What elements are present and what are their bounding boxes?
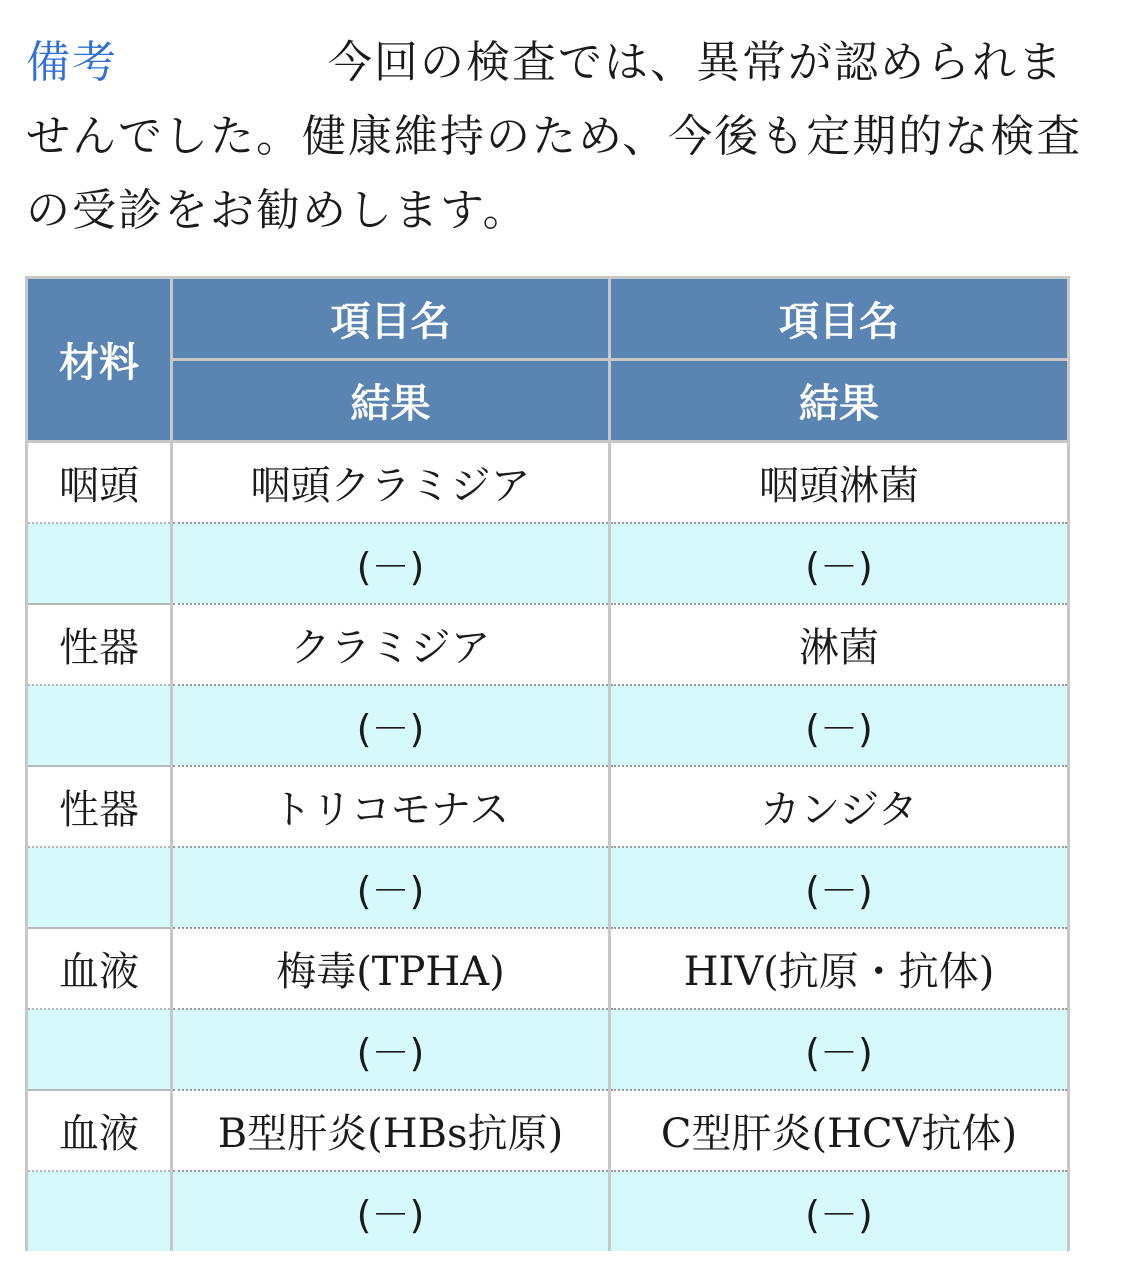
result-cell: (－) [610,523,1069,604]
result-cell: (－) [172,1009,610,1090]
material-cell-empty [27,685,172,766]
material-cell: 咽頭 [27,442,172,524]
table-row [27,928,1069,1009]
item-name-cell: カンジタ [610,766,1069,847]
material-cell-empty [27,523,172,604]
table-row [27,523,1069,604]
item-name-cell: B型肝炎(HBs抗原) [172,1090,610,1171]
header-item-name-1: 項目名 [172,278,610,360]
material-cell: 性器 [27,766,172,847]
table-row [27,685,1069,766]
table-row [27,1171,1069,1251]
item-name-cell: C型肝炎(HCV抗体) [610,1090,1069,1171]
item-name-cell: 淋菌 [610,604,1069,685]
result-cell: (－) [172,523,610,604]
material-cell-empty [27,1171,172,1251]
table-row [27,1090,1069,1171]
result-cell: (－) [610,685,1069,766]
header-result-2: 結果 [610,360,1069,442]
remarks-text: 今回の検査では、異常が認められませんでした。健康維持のため、今後も定期的な検査の受診をお勧めします。 [26,37,1083,236]
result-cell: (－) [610,1171,1069,1251]
table-header-row [27,360,1069,442]
item-name-cell: HIV(抗原・抗体) [610,928,1069,1009]
header-item-name-2: 項目名 [610,278,1069,360]
material-cell: 血液 [27,928,172,1009]
item-name-cell: 咽頭クラミジア [172,442,610,524]
remarks-section [26,26,1096,248]
table-row [27,847,1069,928]
material-cell: 血液 [27,1090,172,1171]
table-row [27,1009,1069,1090]
material-cell-empty [27,847,172,928]
result-cell: (－) [172,685,610,766]
result-cell: (－) [610,1009,1069,1090]
table-row [27,604,1069,685]
remarks-label: 備考 [26,37,118,88]
material-cell: 性器 [27,604,172,685]
item-name-cell: 梅毒(TPHA) [172,928,610,1009]
result-cell: (－) [610,847,1069,928]
item-name-cell: クラミジア [172,604,610,685]
result-cell: (－) [172,1171,610,1251]
material-cell-empty [27,1009,172,1090]
header-result-1: 結果 [172,360,610,442]
table-row [27,442,1069,524]
table-header-row [27,278,1069,360]
header-material: 材料 [27,278,172,442]
item-name-cell: 咽頭淋菌 [610,442,1069,524]
item-name-cell: トリコモナス [172,766,610,847]
table-row [27,766,1069,847]
results-table [25,276,1070,1251]
result-cell: (－) [172,847,610,928]
